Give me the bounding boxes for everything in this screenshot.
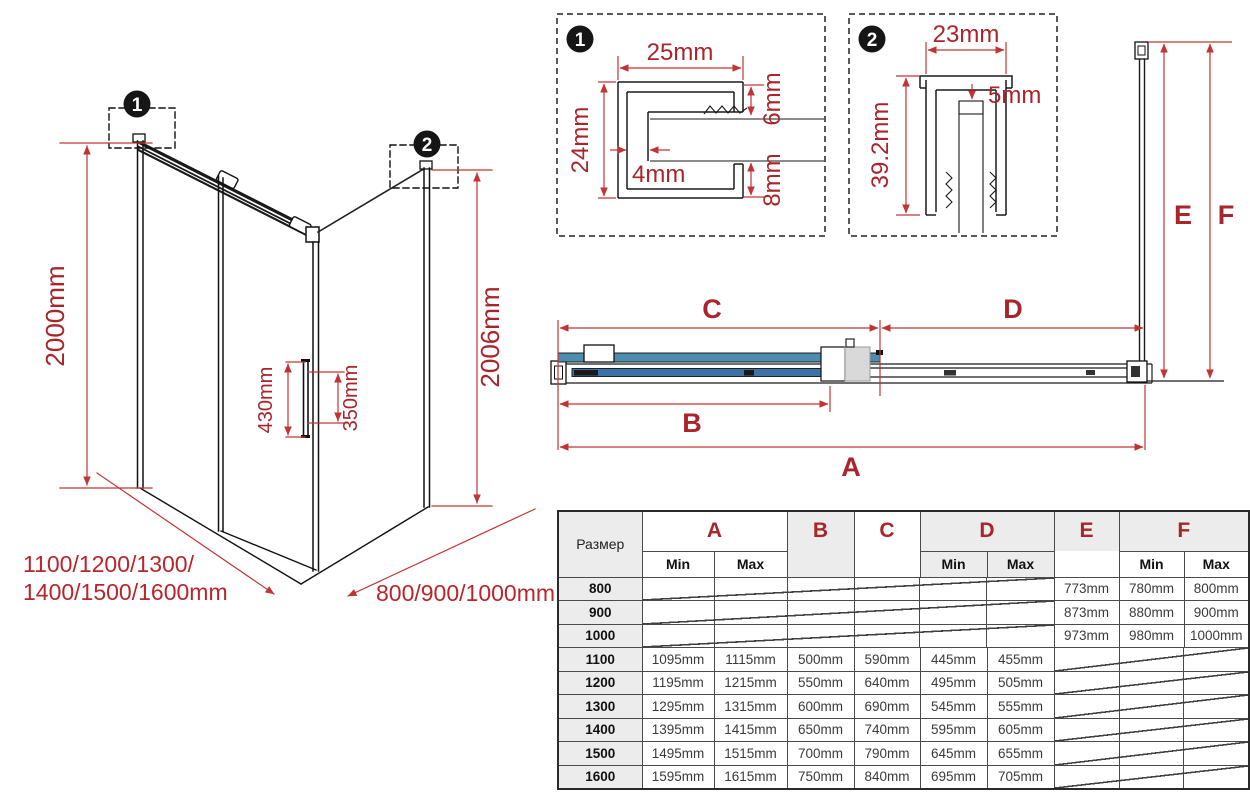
column-header-a: A [642, 511, 787, 551]
table-cell: 980mm [1119, 624, 1184, 648]
table-cell: 1295mm [642, 695, 714, 719]
marker-number: 2 [866, 30, 878, 51]
panel-top-bracket [1135, 42, 1148, 59]
table-row [558, 577, 1249, 601]
table-cell: 790mm [854, 742, 920, 766]
max-header: Max [1184, 551, 1249, 577]
table-cell: 1115mm [714, 648, 787, 672]
table-cell: 740mm [854, 718, 920, 742]
not-applicable-cell [642, 624, 1054, 648]
table-row [558, 718, 1249, 742]
column-header-d: D [920, 511, 1054, 551]
table-cell: 1000mm [1184, 624, 1249, 648]
table-cell: 1395mm [642, 718, 714, 742]
min-header: Min [920, 551, 987, 577]
roller-housing [821, 347, 845, 381]
height-dim-label: 2000mm [40, 265, 70, 367]
column-header-c: C [854, 511, 920, 577]
size-cell: 1100 [558, 648, 642, 672]
door-handle [301, 359, 310, 438]
profile-detail-1 [557, 14, 825, 236]
side-panel-plan [1140, 58, 1145, 361]
gasket-seal [990, 172, 996, 208]
table-cell: 773mm [1054, 577, 1119, 601]
size-cell: 1300 [558, 695, 642, 719]
table-cell: 1595mm [642, 765, 714, 789]
dim-letter-e: E [1173, 200, 1193, 230]
size-column-header: Размер [558, 511, 642, 577]
table-cell: 1515mm [714, 742, 787, 766]
table-cell: 840mm [854, 765, 920, 789]
table-cell: 645mm [920, 742, 987, 766]
dim-letter-f: F [1217, 200, 1235, 230]
width-options-label-line1: 1100/1200/1300/ [23, 551, 194, 577]
table-cell: 1495mm [642, 742, 714, 766]
table-cell: 750mm [787, 765, 854, 789]
gasket-seal [946, 172, 952, 208]
dim-label: 6mm [759, 72, 786, 126]
size-cell: 1400 [558, 718, 642, 742]
table-cell: 600mm [787, 695, 854, 719]
table-row [558, 671, 1249, 695]
table-cell: 655mm [987, 742, 1054, 766]
profile-detail-2 [849, 14, 1057, 236]
table-row [558, 742, 1249, 766]
table-cell: 705mm [987, 765, 1054, 789]
iso-view [23, 91, 555, 607]
not-applicable-cell [1054, 695, 1249, 719]
size-cell: 900 [558, 601, 642, 625]
size-cell: 800 [558, 577, 642, 601]
size-cell: 1500 [558, 742, 642, 766]
size-table-grid [557, 510, 1250, 790]
table-row [558, 695, 1249, 719]
table-row [558, 624, 1249, 648]
fixed-panel-glass [572, 369, 830, 377]
table-cell: 1215mm [714, 671, 787, 695]
table-cell: 495mm [920, 671, 987, 695]
side-panel-top-edge [318, 167, 427, 232]
table-cell: 650mm [787, 718, 854, 742]
side-glass-edge [946, 101, 996, 233]
gasket-seal [704, 106, 747, 114]
table-cell: 595mm [920, 718, 987, 742]
table-cell: 1615mm [714, 765, 787, 789]
min-header: Min [642, 551, 714, 577]
table-row [558, 648, 1249, 672]
table-cell: 880mm [1119, 601, 1184, 625]
table-cell: 1415mm [714, 718, 787, 742]
roller-bracket [584, 345, 614, 362]
width-options-label-line2: 1400/1500/1600mm [23, 579, 228, 605]
column-header-e: E [1054, 511, 1119, 577]
table-cell: 640mm [854, 671, 920, 695]
not-applicable-cell [1054, 718, 1249, 742]
handle-dim-label: 350mm [340, 364, 362, 432]
dim-letter-a: A [841, 452, 861, 482]
not-applicable-cell [1054, 671, 1249, 695]
marker-number: 1 [131, 95, 143, 116]
table-cell: 695mm [920, 765, 987, 789]
dim-label: 23mm [932, 21, 1000, 48]
not-applicable-cell [642, 601, 1054, 625]
dim-label: 8mm [759, 153, 786, 207]
table-cell: 500mm [787, 648, 854, 672]
table-row [558, 601, 1249, 625]
handle-dim-label: 430mm [255, 366, 277, 434]
roller-housing-shaded [845, 347, 870, 381]
corner-connector [306, 227, 319, 242]
marker-number: 1 [574, 30, 586, 51]
table-row [558, 765, 1249, 789]
table-cell: 973mm [1054, 624, 1119, 648]
size-cell: 1600 [558, 765, 642, 789]
glass-panel-edge [650, 106, 824, 161]
min-header: Min [1119, 551, 1184, 577]
dim-letter-b: B [682, 408, 702, 438]
dim-label: 5mm [988, 82, 1042, 109]
not-applicable-cell [1054, 765, 1249, 789]
max-header: Max [714, 551, 787, 577]
dim-label: 39.2mm [867, 101, 894, 189]
depth-options-label: 800/900/1000mm [376, 580, 556, 606]
not-applicable-cell [642, 577, 1054, 601]
table-cell: 1095mm [642, 648, 714, 672]
table-cell: 605mm [987, 718, 1054, 742]
size-cell: 1000 [558, 624, 642, 648]
table-cell: 900mm [1184, 601, 1249, 625]
table-cell: 555mm [987, 695, 1054, 719]
table-cell: 700mm [787, 742, 854, 766]
table-cell: 505mm [987, 671, 1054, 695]
size-cell: 1200 [558, 671, 642, 695]
column-header-f: F [1119, 511, 1249, 551]
top-rail [138, 140, 310, 238]
size-table [557, 510, 1250, 790]
marker-number: 2 [421, 135, 433, 156]
dim-letter-c: C [702, 294, 722, 324]
table-cell: 550mm [787, 671, 854, 695]
table-cell: 455mm [987, 648, 1054, 672]
table-cell: 445mm [920, 648, 987, 672]
table-cell: 780mm [1119, 577, 1184, 601]
table-cell: 545mm [920, 695, 987, 719]
dim-label: 25mm [646, 39, 714, 66]
table-cell: 590mm [854, 648, 920, 672]
table-cell: 800mm [1184, 577, 1249, 601]
side-height-dim-label: 2006mm [475, 286, 505, 388]
not-applicable-cell [1054, 742, 1249, 766]
iso-dimension-lines [60, 143, 535, 596]
table-cell: 873mm [1054, 601, 1119, 625]
column-header-b: B [787, 511, 854, 577]
side-elevation-dims [1148, 42, 1234, 378]
dim-label: 4mm [632, 161, 686, 188]
table-cell: 1195mm [642, 671, 714, 695]
dim-letter-d: D [1003, 294, 1023, 324]
max-header: Max [987, 551, 1054, 577]
dim-label: 24mm [567, 106, 594, 174]
table-cell: 1315mm [714, 695, 787, 719]
not-applicable-cell [1054, 648, 1249, 672]
table-cell: 690mm [854, 695, 920, 719]
